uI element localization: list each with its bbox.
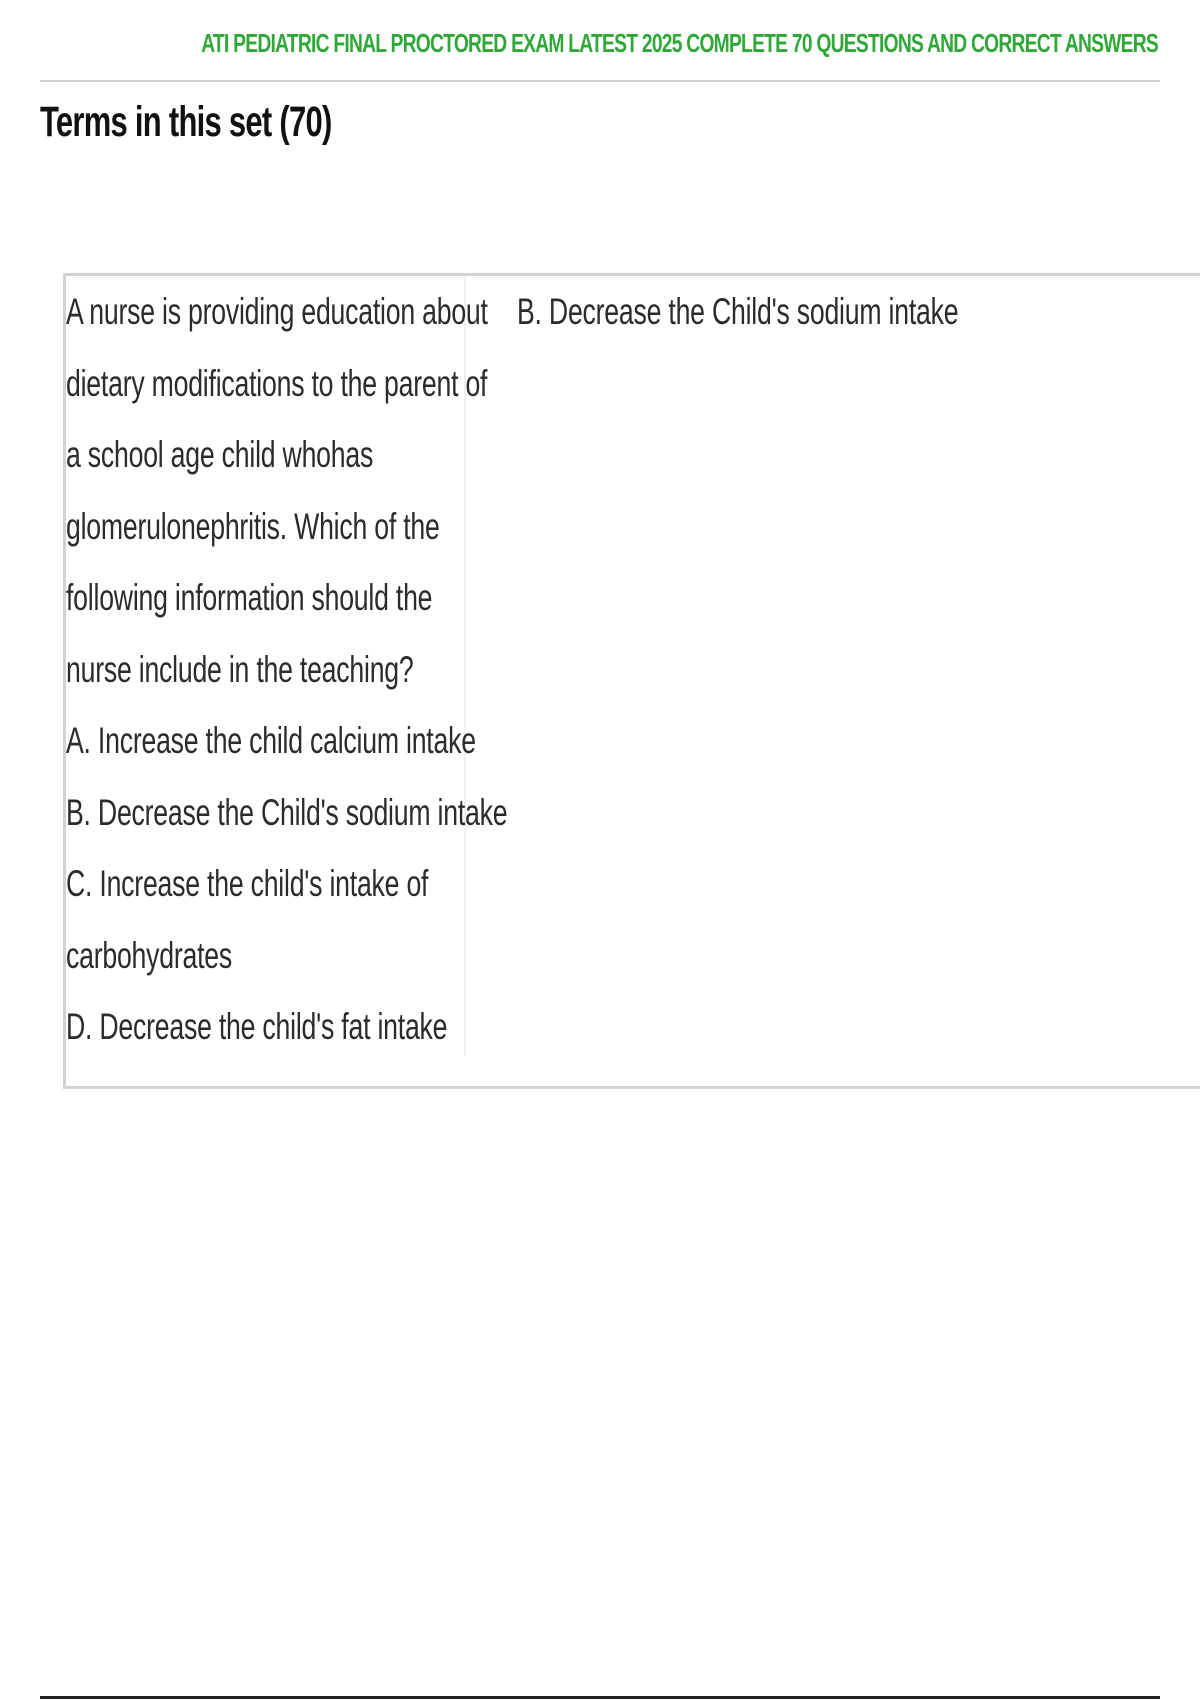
- term-line: A nurse is providing education about: [66, 291, 488, 332]
- footer-divider: [40, 1696, 1160, 1699]
- term-line: a school age child whohas: [66, 434, 374, 475]
- option-c-continued: carbohydrates: [66, 934, 233, 976]
- correct-answer: B. Decrease the Child's sodium intake: [517, 291, 959, 332]
- option-c: C. Increase the child's intake of: [66, 863, 429, 904]
- term-line: following information should the: [66, 577, 433, 618]
- option-b: B. Decrease the Child's sodium intake: [66, 791, 508, 833]
- term-text: [66, 276, 679, 1063]
- set-heading: Terms in this set (70): [40, 98, 332, 146]
- document-header: [40, 22, 1160, 82]
- term-line: glomerulonephritis. Which of the: [66, 505, 440, 547]
- term-line: nurse include in the teaching?: [66, 648, 414, 690]
- document-title: ATI PEDIATRIC FINAL PROCTORED EXAM LATEST 2025 COMPLETE 70 QUESTIONS AND CORRECT ANSWERS: [201, 28, 1158, 58]
- term-card: [63, 273, 1200, 1089]
- option-d: D. Decrease the child's fat intake: [66, 1006, 448, 1047]
- term-side: [66, 276, 508, 1056]
- definition-text: [517, 276, 1130, 348]
- option-a: A. Increase the child calcium intake: [66, 720, 476, 761]
- term-line: dietary modifications to the parent of: [66, 362, 488, 404]
